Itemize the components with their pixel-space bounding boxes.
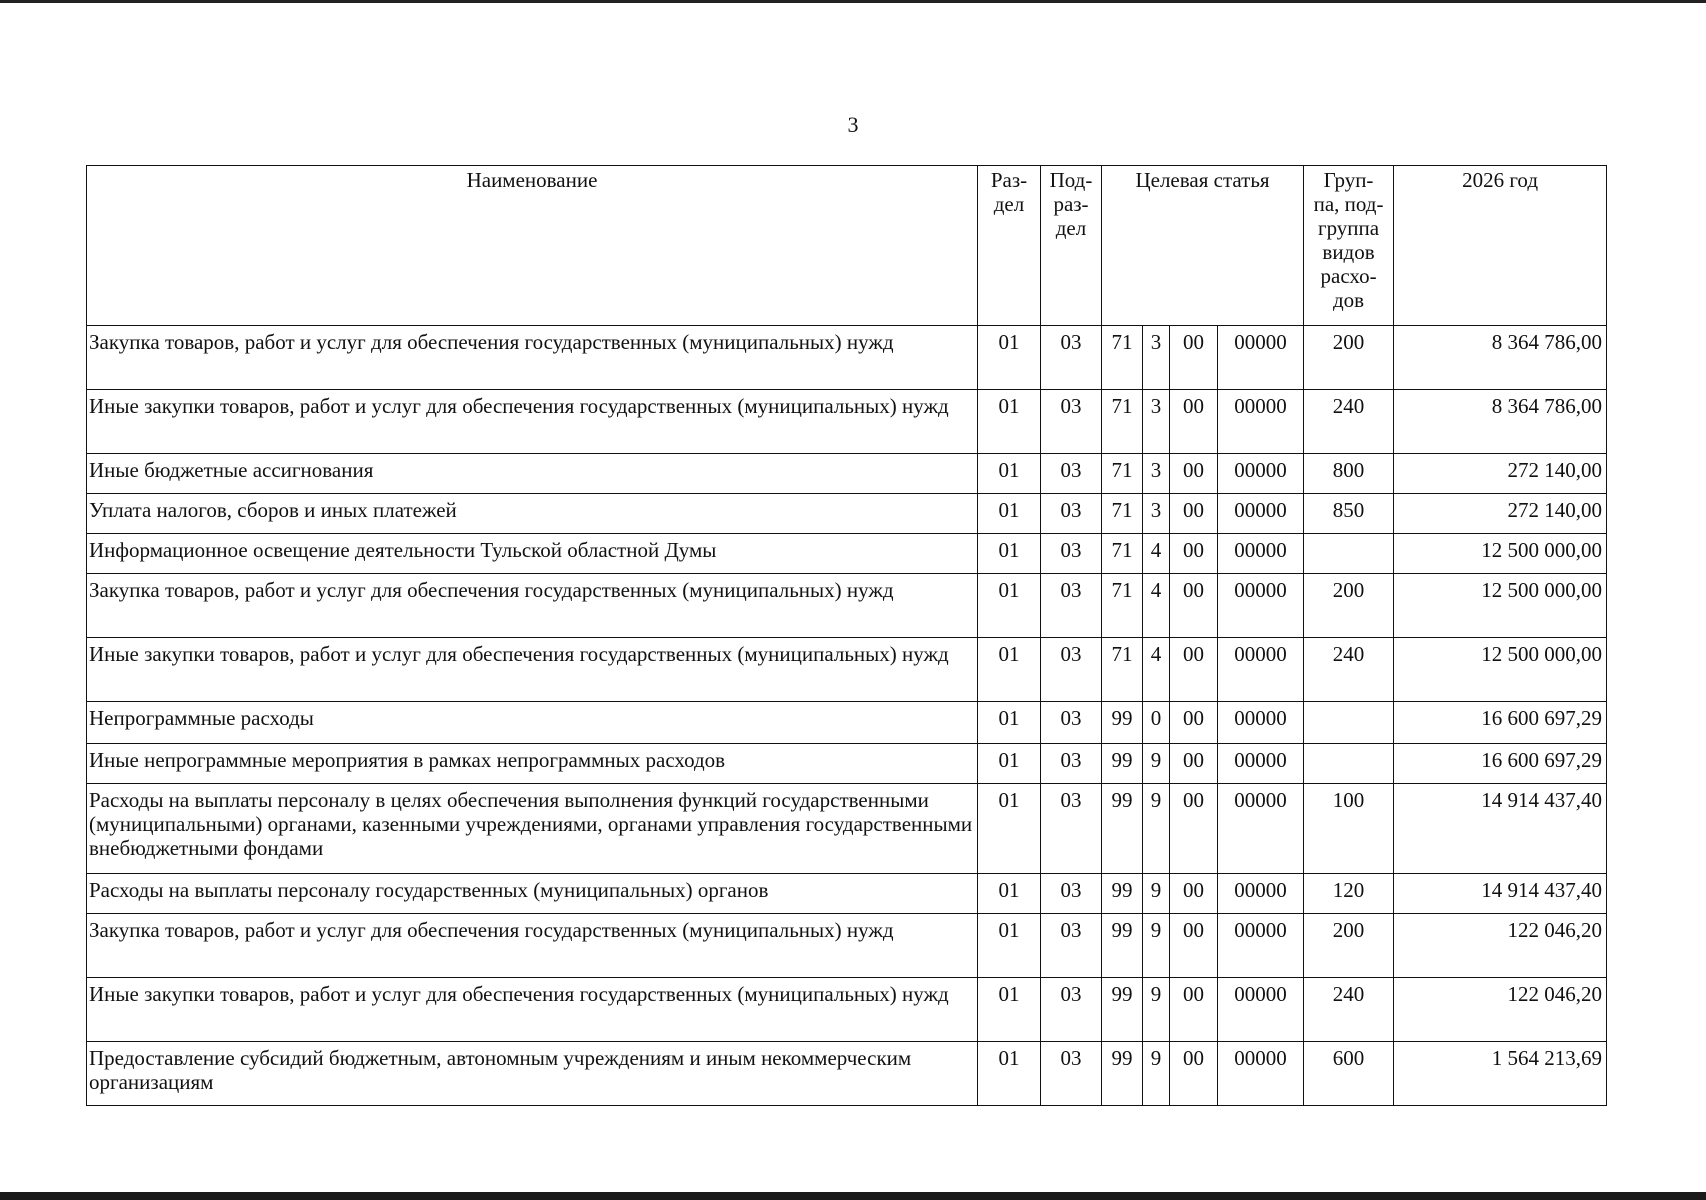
row-expense-group (1304, 702, 1394, 744)
row-target-code: 00000 (1218, 574, 1304, 638)
row-amount: 14 914 437,40 (1394, 784, 1607, 874)
page-number: 3 (847, 112, 859, 137)
row-amount: 1 564 213,69 (1394, 1042, 1607, 1106)
row-razdel: 01 (978, 454, 1041, 494)
row-name: Непрограммные расходы (87, 702, 978, 744)
table-row (87, 574, 1607, 638)
row-target-direction: 00 (1170, 978, 1218, 1042)
row-target-program: 71 (1102, 494, 1143, 534)
row-razdel: 01 (978, 978, 1041, 1042)
top-border-line (0, 0, 1706, 3)
row-razdel: 01 (978, 702, 1041, 744)
row-target-direction: 00 (1170, 1042, 1218, 1106)
row-podrazdel: 03 (1041, 784, 1102, 874)
row-target-program: 71 (1102, 326, 1143, 390)
row-razdel: 01 (978, 1042, 1041, 1106)
row-name: Расходы на выплаты персоналу в целях обеспечения выполнения функций государственными (муниципальными) органами, казенными учреждениями, органами управления государственными внебюджетными фондами (87, 784, 978, 874)
row-amount: 12 500 000,00 (1394, 534, 1607, 574)
table-row (87, 326, 1607, 390)
row-target-subprogram: 9 (1143, 1042, 1170, 1106)
row-razdel: 01 (978, 638, 1041, 702)
row-expense-group: 240 (1304, 638, 1394, 702)
row-podrazdel: 03 (1041, 638, 1102, 702)
header-name: Наименование (87, 166, 978, 326)
header-year: 2026 год (1394, 166, 1607, 326)
row-target-subprogram: 3 (1143, 494, 1170, 534)
row-razdel: 01 (978, 390, 1041, 454)
table-row (87, 1042, 1607, 1106)
header-razdel: Раз- дел (978, 166, 1041, 326)
row-podrazdel: 03 (1041, 914, 1102, 978)
row-target-program: 99 (1102, 784, 1143, 874)
table-row (87, 744, 1607, 784)
row-podrazdel: 03 (1041, 454, 1102, 494)
row-target-subprogram: 9 (1143, 784, 1170, 874)
row-expense-group: 200 (1304, 574, 1394, 638)
row-target-direction: 00 (1170, 574, 1218, 638)
row-podrazdel: 03 (1041, 326, 1102, 390)
row-target-code: 00000 (1218, 326, 1304, 390)
row-target-code: 00000 (1218, 744, 1304, 784)
row-target-program: 71 (1102, 638, 1143, 702)
header-expense-group: Груп- па, под- группа видов расхо- дов (1304, 166, 1394, 326)
row-amount: 12 500 000,00 (1394, 638, 1607, 702)
row-razdel: 01 (978, 326, 1041, 390)
row-target-program: 71 (1102, 534, 1143, 574)
row-podrazdel: 03 (1041, 1042, 1102, 1106)
row-razdel: 01 (978, 874, 1041, 914)
row-podrazdel: 03 (1041, 874, 1102, 914)
row-target-program: 99 (1102, 744, 1143, 784)
row-target-direction: 00 (1170, 494, 1218, 534)
table-row (87, 390, 1607, 454)
row-target-subprogram: 9 (1143, 744, 1170, 784)
row-podrazdel: 03 (1041, 574, 1102, 638)
row-name: Расходы на выплаты персоналу государственных (муниципальных) органов (87, 874, 978, 914)
row-target-code: 00000 (1218, 390, 1304, 454)
row-amount: 12 500 000,00 (1394, 574, 1607, 638)
row-target-subprogram: 0 (1143, 702, 1170, 744)
row-amount: 16 600 697,29 (1394, 744, 1607, 784)
row-razdel: 01 (978, 574, 1041, 638)
row-expense-group (1304, 744, 1394, 784)
row-target-subprogram: 9 (1143, 978, 1170, 1042)
row-target-subprogram: 3 (1143, 454, 1170, 494)
row-target-subprogram: 4 (1143, 534, 1170, 574)
row-amount: 272 140,00 (1394, 494, 1607, 534)
row-target-code: 00000 (1218, 702, 1304, 744)
row-name: Иные бюджетные ассигнования (87, 454, 978, 494)
row-target-code: 00000 (1218, 454, 1304, 494)
table-row (87, 494, 1607, 534)
row-expense-group: 100 (1304, 784, 1394, 874)
row-target-subprogram: 4 (1143, 638, 1170, 702)
row-razdel: 01 (978, 784, 1041, 874)
row-razdel: 01 (978, 744, 1041, 784)
row-target-program: 99 (1102, 702, 1143, 744)
row-target-program: 99 (1102, 978, 1143, 1042)
row-target-direction: 00 (1170, 784, 1218, 874)
row-amount: 8 364 786,00 (1394, 326, 1607, 390)
row-podrazdel: 03 (1041, 534, 1102, 574)
row-target-code: 00000 (1218, 1042, 1304, 1106)
row-target-direction: 00 (1170, 638, 1218, 702)
row-razdel: 01 (978, 534, 1041, 574)
row-expense-group: 240 (1304, 978, 1394, 1042)
header-row (87, 166, 1607, 326)
row-amount: 16 600 697,29 (1394, 702, 1607, 744)
row-amount: 272 140,00 (1394, 454, 1607, 494)
table-row (87, 454, 1607, 494)
row-target-direction: 00 (1170, 914, 1218, 978)
row-target-code: 00000 (1218, 978, 1304, 1042)
row-name: Закупка товаров, работ и услуг для обеспечения государственных (муниципальных) нужд (87, 574, 978, 638)
row-target-direction: 00 (1170, 326, 1218, 390)
row-name: Закупка товаров, работ и услуг для обеспечения государственных (муниципальных) нужд (87, 326, 978, 390)
table-row (87, 978, 1607, 1042)
row-name: Иные закупки товаров, работ и услуг для обеспечения государственных (муниципальных) нужд (87, 978, 978, 1042)
row-target-program: 99 (1102, 1042, 1143, 1106)
row-name: Иные закупки товаров, работ и услуг для обеспечения государственных (муниципальных) нужд (87, 638, 978, 702)
row-name: Иные закупки товаров, работ и услуг для обеспечения государственных (муниципальных) нужд (87, 390, 978, 454)
row-name: Закупка товаров, работ и услуг для обеспечения государственных (муниципальных) нужд (87, 914, 978, 978)
row-expense-group: 800 (1304, 454, 1394, 494)
row-podrazdel: 03 (1041, 978, 1102, 1042)
row-amount: 122 046,20 (1394, 914, 1607, 978)
row-amount: 122 046,20 (1394, 978, 1607, 1042)
row-podrazdel: 03 (1041, 390, 1102, 454)
row-target-subprogram: 3 (1143, 326, 1170, 390)
row-expense-group (1304, 534, 1394, 574)
row-target-program: 71 (1102, 454, 1143, 494)
table-row (87, 784, 1607, 874)
row-target-code: 00000 (1218, 638, 1304, 702)
row-target-code: 00000 (1218, 534, 1304, 574)
row-target-code: 00000 (1218, 874, 1304, 914)
table-row (87, 914, 1607, 978)
table-row (87, 702, 1607, 744)
row-podrazdel: 03 (1041, 702, 1102, 744)
row-target-subprogram: 4 (1143, 574, 1170, 638)
row-podrazdel: 03 (1041, 744, 1102, 784)
row-target-code: 00000 (1218, 784, 1304, 874)
row-name: Уплата налогов, сборов и иных платежей (87, 494, 978, 534)
row-expense-group: 200 (1304, 914, 1394, 978)
row-target-direction: 00 (1170, 744, 1218, 784)
row-target-direction: 00 (1170, 390, 1218, 454)
row-amount: 14 914 437,40 (1394, 874, 1607, 914)
row-target-code: 00000 (1218, 494, 1304, 534)
row-name: Предоставление субсидий бюджетным, автономным учреждениям и иным некоммерческим организациям (87, 1042, 978, 1106)
header-podrazdel: Под- раз- дел (1041, 166, 1102, 326)
row-target-direction: 00 (1170, 454, 1218, 494)
bottom-border-bar (0, 1192, 1706, 1200)
row-expense-group: 120 (1304, 874, 1394, 914)
row-expense-group: 240 (1304, 390, 1394, 454)
budget-table (86, 165, 1607, 1106)
header-target-article: Целевая статья (1102, 166, 1304, 326)
row-expense-group: 600 (1304, 1042, 1394, 1106)
row-target-program: 71 (1102, 574, 1143, 638)
row-target-code: 00000 (1218, 914, 1304, 978)
row-target-direction: 00 (1170, 702, 1218, 744)
row-razdel: 01 (978, 914, 1041, 978)
row-target-direction: 00 (1170, 534, 1218, 574)
row-target-program: 99 (1102, 874, 1143, 914)
row-target-program: 71 (1102, 390, 1143, 454)
row-target-direction: 00 (1170, 874, 1218, 914)
row-target-subprogram: 9 (1143, 874, 1170, 914)
row-target-program: 99 (1102, 914, 1143, 978)
row-target-subprogram: 3 (1143, 390, 1170, 454)
row-podrazdel: 03 (1041, 494, 1102, 534)
row-name: Информационное освещение деятельности Тульской областной Думы (87, 534, 978, 574)
row-razdel: 01 (978, 494, 1041, 534)
row-name: Иные непрограммные мероприятия в рамках непрограммных расходов (87, 744, 978, 784)
row-target-subprogram: 9 (1143, 914, 1170, 978)
table-row (87, 638, 1607, 702)
table-row (87, 874, 1607, 914)
row-expense-group: 200 (1304, 326, 1394, 390)
row-amount: 8 364 786,00 (1394, 390, 1607, 454)
table-row (87, 534, 1607, 574)
row-expense-group: 850 (1304, 494, 1394, 534)
